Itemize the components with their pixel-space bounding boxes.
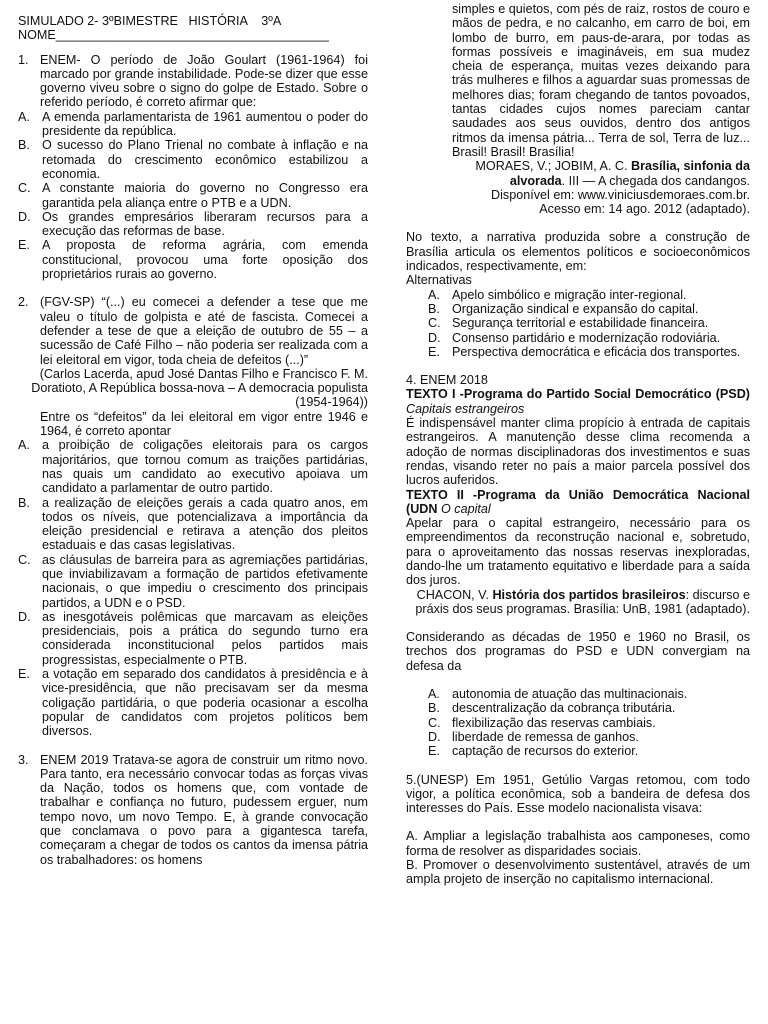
option-d[interactable]: D. liberdade de remessa de ganhos. bbox=[428, 729, 639, 744]
option-c[interactable]: C. as cláusulas de barreira para as agremiações partidárias, que inviabilizavam a formação de partidos efetivamente nacionais, o que impediu o crescimento dos principais partidos, a UDN e o PSD. bbox=[18, 552, 368, 610]
question-number: 2. bbox=[18, 295, 29, 310]
question-4 bbox=[406, 373, 750, 758]
question-stem: ENEM- O período de João Goulart (1961-1964) foi marcado por grande instabilidade. Pode-se dizer que esse governo viveu sobre o signo do golpe de Estado. Sobre o referido período, é correto afirmar que: bbox=[40, 52, 368, 110]
options-list bbox=[18, 438, 368, 738]
question-3-start bbox=[18, 753, 368, 867]
text-2-body: Apelar para o capital estrangeiro, necessário para os empreendimentos da reconstrução nacional e, sobretudo, para o aproveitamento das nossas reservas inexploradas, dando-lhe um tratamento equitativo e liberdade para a saída dos juros. bbox=[406, 516, 750, 588]
option-c[interactable]: C. flexibilização das reservas cambiais. bbox=[428, 715, 656, 730]
alternatives-label: Alternativas bbox=[406, 273, 472, 288]
option-e[interactable]: E. captação de recursos do exterior. bbox=[428, 744, 639, 759]
question-stem: ENEM 2019 Tratava-se agora de construir um ritmo novo. Para tanto, era necessário convocar todas as forças vivas da Nação, todos os homens que, com vontade de trabalhar e confiança no futuro, pudessem erguer, num tempo novo, um novo Tempo. E, à grande convocação que conclamava o povo para a gigantesca tarefa, começaram a chegar de todos os cantos da imensa pátria os trabalhadores: os homens bbox=[40, 752, 368, 867]
option-d[interactable]: D. Consenso partidário e modernização rodoviária. bbox=[428, 330, 721, 345]
text-1-body: É indispensável manter clima propício à entrada de capitais estrangeiros. A manutenção desse clima recomenda a adoção de normas disciplinadoras dos investimentos e suas rendas, visando reter no país a maior parcela possível dos lucros auferidos. bbox=[406, 416, 750, 488]
text-1-title: TEXTO I -Programa do Partido Social Democrático (PSD) Capitais estrangeiros bbox=[406, 387, 750, 416]
option-d[interactable]: D. as inesgotáveis polêmicas que marcavam as eleições presidenciais, pois a prática do segundo turno era considerada inconstitucional pelos partidos mais progressistas, especialmente o PTB. bbox=[18, 609, 368, 667]
question-number: 1. bbox=[18, 52, 29, 67]
option-a[interactable]: A. Ampliar a legislação trabalhista aos camponeses, como forma de resolver as disparidades sociais. bbox=[406, 829, 750, 858]
question-stem: (FGV-SP) “(...) eu comecei a defender a tese que me valeu o título de golpista e até de fascista. Comecei a defender a tese de que a eleição de outubro de 55 – a sucessão de Café Filho – não poderia ser realizada com a lei eleitoral em vigor, toda cheia de defeitos (...)” bbox=[40, 295, 368, 367]
option-a[interactable]: A. a proibição de coligações eleitorais para os cargos majoritários, que tornou comum as traições partidárias, nas quais um candidato ao executivo apoiava um candidato a parlamentar de outro partido. bbox=[18, 438, 368, 496]
options-list bbox=[428, 288, 750, 359]
question-prompt: No texto, a narrativa produzida sobre a construção de Brasília articula os elementos políticos e socioeconômicos indicados, respectivamente, em: bbox=[406, 230, 750, 274]
option-c[interactable]: C. A constante maioria do governo no Congresso era garantida pela aliança entre o PTB e a UDN. bbox=[18, 181, 368, 210]
exam-title: SIMULADO 2- 3ºBIMESTRE HISTÓRIA 3ºA bbox=[18, 14, 282, 28]
option-d[interactable]: D. Os grandes empresários liberaram recursos para a execução das reformas de base. bbox=[18, 209, 368, 239]
name-line: NOME_______________________________________ bbox=[18, 28, 329, 43]
option-b[interactable]: B. Promover o desenvolvimento sustentável, através de um ampla projeto de inserção no capitalismo internacional. bbox=[406, 858, 750, 887]
question-source: CHACON, V. História dos partidos brasileiros: discurso e práxis dos seus programas. Brasília: UnB, 1981 (adaptado). bbox=[415, 587, 750, 616]
option-b[interactable]: B. descentralização da cobrança tributária. bbox=[428, 701, 676, 716]
right-column bbox=[406, 2, 750, 887]
left-column bbox=[18, 14, 368, 867]
option-e[interactable]: E. Perspectiva democrática e eficácia dos transportes. bbox=[428, 344, 741, 359]
question-1 bbox=[18, 53, 368, 282]
option-b[interactable]: B. a realização de eleições gerais a cada quatro anos, em todos os níveis, que potencializava a importância da eleição presidencial e retirava a atenção dos pleitos estaduais e das casas legislativas. bbox=[18, 495, 368, 553]
question-prompt: Considerando as décadas de 1950 e 1960 no Brasil, os trechos dos programas do PSD e UDN convergiam na defesa da bbox=[406, 630, 750, 673]
option-e[interactable]: E. a votação em separado dos candidatos à presidência e à vice-presidência, que não precisavam ser da mesma coligação partidária, o que poderia ocasionar a escolha popular de candidatos com projetos políticos bem diversos. bbox=[18, 667, 368, 739]
question-stem: 5.(UNESP) Em 1951, Getúlio Vargas retomou, com todo vigor, a política econômica, sob a bandeira de defesa dos interesses do País. Esse modelo nacionalista visava: bbox=[406, 772, 750, 816]
text-2-title: TEXTO II -Programa da União Democrática Nacional (UDN O capital bbox=[406, 487, 750, 516]
option-a[interactable]: A. autonomia de atuação das multinacionais. bbox=[428, 687, 688, 702]
options-list bbox=[428, 687, 750, 758]
option-a[interactable]: A. Apelo simbólico e migração inter-regional. bbox=[428, 287, 687, 302]
question-source: (Carlos Lacerda, apud José Dantas Filho e Francisco F. M. Doratioto, A República bossa-nova – A democracia populista (1954-1964)) bbox=[31, 366, 368, 410]
option-a[interactable]: A. A emenda parlamentarista de 1961 aumentou o poder do presidente da república. bbox=[18, 109, 368, 139]
question-5 bbox=[406, 773, 750, 887]
option-c[interactable]: C. Segurança territorial e estabilidade financeira. bbox=[428, 316, 709, 331]
options-list bbox=[18, 110, 368, 282]
question-heading: 4. ENEM 2018 bbox=[406, 373, 488, 388]
question-source: MORAES, V.; JOBIM, A. C. Brasília, sinfonia da alvorada. III — A chegada dos candangos. Disponível em: www.viniciusdemoraes.com.br. Acesso em: 14 ago. 2012 (adaptado). bbox=[475, 159, 750, 217]
option-e[interactable]: E. A proposta de reforma agrária, com emenda constitucional, provocou uma forte oposição dos proprietários rurais ao governo. bbox=[18, 238, 368, 282]
option-b[interactable]: B. Organização sindical e expansão do capital. bbox=[428, 301, 699, 316]
question-2 bbox=[18, 295, 368, 738]
question-prompt: Entre os “defeitos” da lei eleitoral em vigor entre 1946 e 1964, é correto apontar bbox=[40, 409, 368, 439]
question-stem-continued: simples e quietos, com pés de raiz, rostos de couro e mãos de pedra, e no calcanho, em carro de boi, em lombo de burro, em paus-de-arara, por todas as formas possíveis e imagináveis, em sua mudez cheia de esperança, muitas vezes deixando para trás mulheres e filhos a aguardar suas promessas de melhores dias; foram chegando de tantos povoados, tantas cidades cujos nomes pareciam cantar saudades aos seus ouvidos, dentro dos antigos ritmos da imensa pátria... Terra de sol, Terra de luz... Brasil! Brasil! Brasília! bbox=[452, 2, 750, 159]
question-3-continued bbox=[452, 2, 750, 216]
question-number: 3. bbox=[18, 752, 29, 767]
option-b[interactable]: B. O sucesso do Plano Trienal no combate à inflação e na retomada do crescimento econômico estabilizou a economia. bbox=[18, 138, 368, 181]
